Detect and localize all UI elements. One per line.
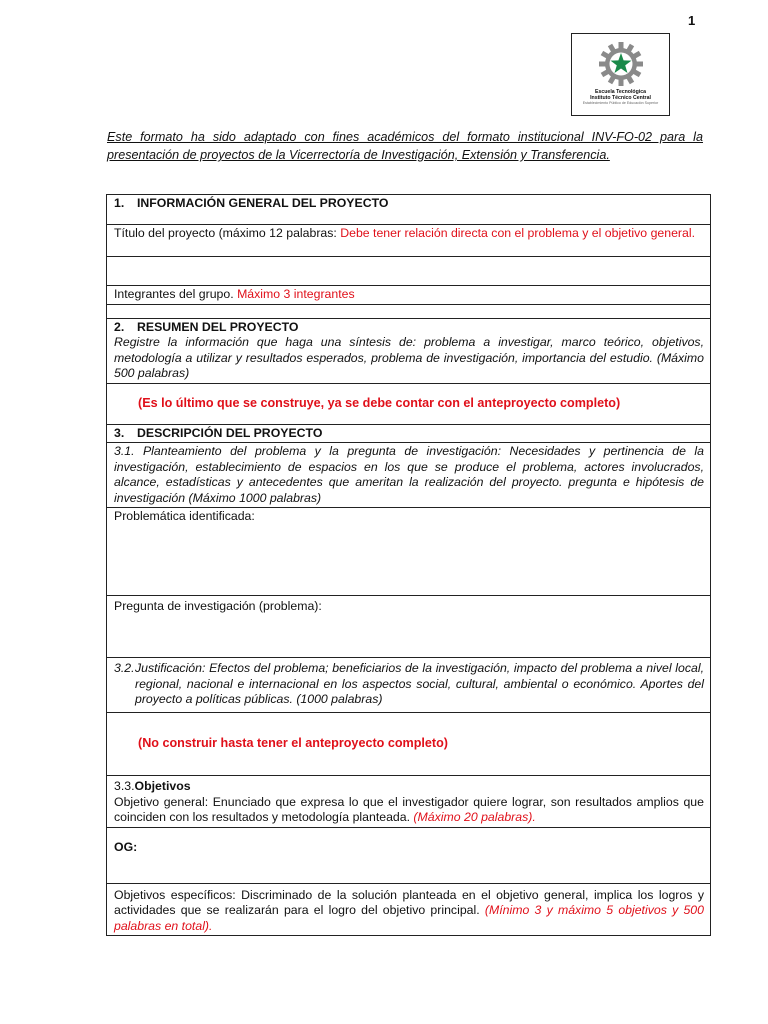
section3-header: 3. DESCRIPCIÓN DEL PROYECTO — [107, 424, 711, 443]
logo-name-line1: Escuela Tecnológica — [595, 89, 646, 95]
section2-cell — [107, 318, 711, 383]
specific-objectives-instruction: Objetivos específicos: Discriminado de la solución planteada en el objetivo general, implica los logros y actividades que se realizarán para el logro del objetivo principal. (Mínimo 3 y máximo 5 objetivos y 500 palabras en total). — [107, 883, 711, 936]
institution-logo — [571, 33, 670, 116]
logo-name-line2: Instituto Técnico Central — [590, 95, 651, 101]
specific-objectives-note: (Mínimo 3 y máximo 5 objetivos y 500 palabras en total). — [114, 903, 704, 933]
section2-title: RESUMEN DEL PROYECTO — [137, 319, 299, 334]
intro-paragraph: Este formato ha sido adaptado con fines académicos del formato institucional INV-FO-02 para la presentación de proyectos de la Vicerrectoría de Investigación, Extensión y Transferencia. — [107, 130, 703, 162]
summary-instructions: Registre la información que haga una síntesis de: problema a investigar, marco teórico, objetivos, metodología a utilizar y resultados esperados, problema de investigación, importancia del estudio. (Máximo 500 palabras) — [114, 335, 704, 380]
project-title-field[interactable] — [107, 257, 711, 286]
justification-field[interactable] — [107, 713, 711, 776]
section1-title: INFORMACIÓN GENERAL DEL PROYECTO — [137, 196, 389, 210]
general-objective-instruction: Objetivo general: Enunciado que expresa lo que el investigador quiere lograr, son resultados amplios que coinciden con los resultados y metodología planteada. (Máximo 20 palabras). — [114, 794, 704, 824]
project-form-table — [106, 194, 711, 936]
identified-problem-field[interactable] — [107, 508, 711, 596]
objectives-instructions — [107, 776, 711, 828]
general-objective-field[interactable] — [107, 827, 711, 883]
identified-problem-label: Problemática identificada: — [114, 509, 255, 523]
objectives-header: 3.3.Objetivos — [114, 779, 191, 793]
og-label: OG: — [114, 839, 138, 854]
summary-field[interactable] — [107, 383, 711, 424]
section1-header: 1. INFORMACIÓN GENERAL DEL PROYECTO — [107, 195, 711, 225]
general-objective-note: (Máximo 20 palabras). — [413, 810, 536, 824]
project-title-instruction: Título del proyecto (máximo 12 palabras: Debe tener relación directa con el problema y el objetivo general. — [107, 225, 711, 257]
group-members-note: Máximo 3 integrantes — [237, 287, 355, 301]
logo-tagline: Establecimiento Público de Educación Superior — [582, 101, 659, 105]
gear-star-emblem-icon — [598, 41, 644, 87]
problem-statement-instructions: 3.1. Planteamiento del problema y la pregunta de investigación: Necesidades y pertinencia de la investigación, establecimiento de espacios en los que se produce el problema, actores involucrados, alcance, estadísticas y antecedentes que ameritan la realización del proyecto. pregunta e hipótesis de investigación (Máximo 1000 palabras) — [107, 443, 711, 508]
research-question-label: Pregunta de investigación (problema): — [114, 599, 322, 613]
section3-title: DESCRIPCIÓN DEL PROYECTO — [137, 425, 323, 440]
group-members-instruction: Integrantes del grupo. Máximo 3 integrantes — [107, 286, 711, 305]
summary-note: (Es lo último que se construye, ya se debe contar con el anteproyecto completo) — [138, 395, 621, 410]
justification-note: (No construir hasta tener el anteproyecto completo) — [138, 736, 449, 751]
research-question-field[interactable] — [107, 596, 711, 658]
justification-instructions: 3.2. Justificación: Efectos del problema; beneficiarios de la investigación, impacto del problema a nivel local, regional, nacional e internacional en los aspectos social, cultural, ambiental o económico. Aportes del proyecto a políticas públicas. (1000 palabras) — [107, 658, 711, 713]
page-number: 1 — [688, 13, 696, 28]
section2-header: 2. RESUMEN DEL PROYECTO — [114, 319, 299, 334]
group-members-field[interactable] — [107, 304, 711, 318]
project-title-note: Debe tener relación directa con el problema y el objetivo general. — [340, 226, 696, 240]
objectives-title: Objetivos — [134, 779, 191, 793]
